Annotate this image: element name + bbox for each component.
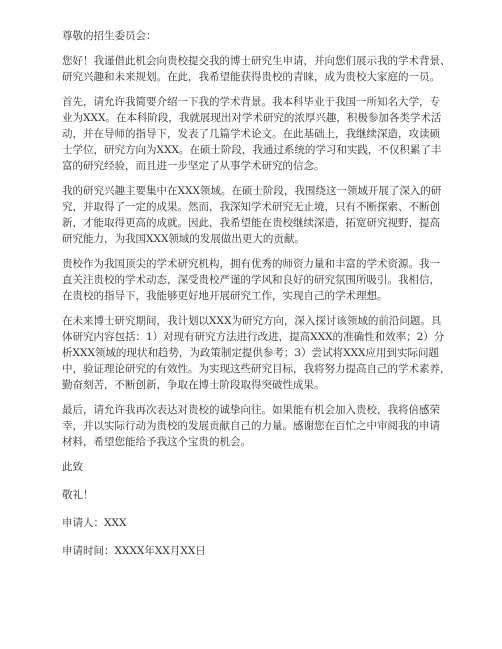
paragraph-line: 在贵校的指导下，我能够更好地开展研究工作，实现自己的学术理想。	[62, 290, 388, 302]
paragraph-line: 在未来博士研究期间，我计划以XXX为研究方向，深入探讨该领域的前沿问题。具	[62, 315, 442, 327]
paragraph-line: 富的研究经验，而且进一步坚定了从事学术研究的信念。	[62, 160, 325, 172]
paragraph-line: 业为XXX。在本科阶段，我就展现出对学术研究的浓厚兴趣，积极参加各类学术活	[62, 112, 442, 124]
paragraph-line: 首先，请允许我简要介绍一下我的学术背景。我本科毕业于我国一所知名大学，专	[62, 96, 440, 108]
paragraph-line: 中，验证理论研究的有效性。为实现这些研究目标，我将努力提高自己的学术素养，	[62, 363, 451, 375]
paragraph-intro	[62, 53, 452, 85]
paragraph-line: 勤奋刻苦，不断创新，争取在博士阶段取得突破性成果。	[62, 379, 325, 391]
paragraph-line: 我的研究兴趣主要集中在XXX领域。在硕士阶段，我围绕这一领域开展了深入的研	[62, 185, 442, 197]
paragraph-research-interest	[62, 183, 452, 247]
applicant-name: 申请人：XXX	[62, 517, 127, 529]
application-date: 申请时间：XXXX年XX月XX日	[62, 545, 206, 557]
paragraph-line: 最后，请允许我再次表达对贵校的诚挚向往。如果能有机会加入贵校，我将倍感荣	[62, 404, 440, 416]
salutation: 尊敬的招生委员会：	[62, 30, 157, 42]
paragraph-line: 您好！我谨借此机会向贵校提交我的博士研究生申请，并向您们展示我的学术背景、	[62, 55, 451, 67]
paragraph-line: 究，并取得了一定的成果。然而，我深知学术研究无止境，只有不断探索、不断创	[62, 201, 440, 213]
paragraph-line: 士学位，研究方向为XXX。在硕士阶段，我通过系统的学习和实践，不仅积累了丰	[62, 144, 442, 156]
paragraph-school	[62, 256, 452, 304]
paragraph-line: 动，并在导师的指导下，发表了几篇学术论文。在此基础上，我继续深造，攻读硕	[62, 128, 440, 140]
paragraph-line: 研究能力，为我国XXX领域的发展做出更大的贡献。	[62, 233, 305, 245]
paragraph-conclusion	[62, 402, 452, 450]
paragraph-line: 贵校作为我国顶尖的学术研究机构，拥有优秀的师资力量和丰富的学术资源。我一	[62, 258, 440, 270]
paragraph-line: 幸，并以实际行动为贵校的发展贡献自己的力量。感谢您在百忙之中审阅我的申请	[62, 420, 440, 432]
paragraph-research-plan	[62, 313, 452, 393]
paragraph-line: 析XXX领域的现状和趋势，为政策制定提供参考；3）尝试将XXX应用到实际问题	[62, 347, 440, 359]
paragraph-background	[62, 94, 452, 174]
paragraph-line: 材料，希望您能给予我这个宝贵的机会。	[62, 436, 251, 448]
closing-jing-li: 敬礼！	[62, 489, 94, 501]
paragraph-line: 研究兴趣和未来规划。在此，我希望能获得贵校的青睐，成为贵校大家庭的一员。	[62, 71, 440, 83]
paragraph-line: 体研究内容包括：1）对现有研究方法进行改进，提高XXX的准确性和效率；2）分	[62, 331, 445, 343]
paragraph-line: 直关注贵校的学术动态，深受贵校严谨的学风和良好的研究氛围所吸引。我相信，	[62, 274, 440, 286]
paragraph-line: 新，才能取得更高的成就。因此，我希望能在贵校继续深造，拓宽研究视野，提高	[62, 217, 440, 229]
closing-ci-zhi: 此致	[62, 461, 83, 473]
